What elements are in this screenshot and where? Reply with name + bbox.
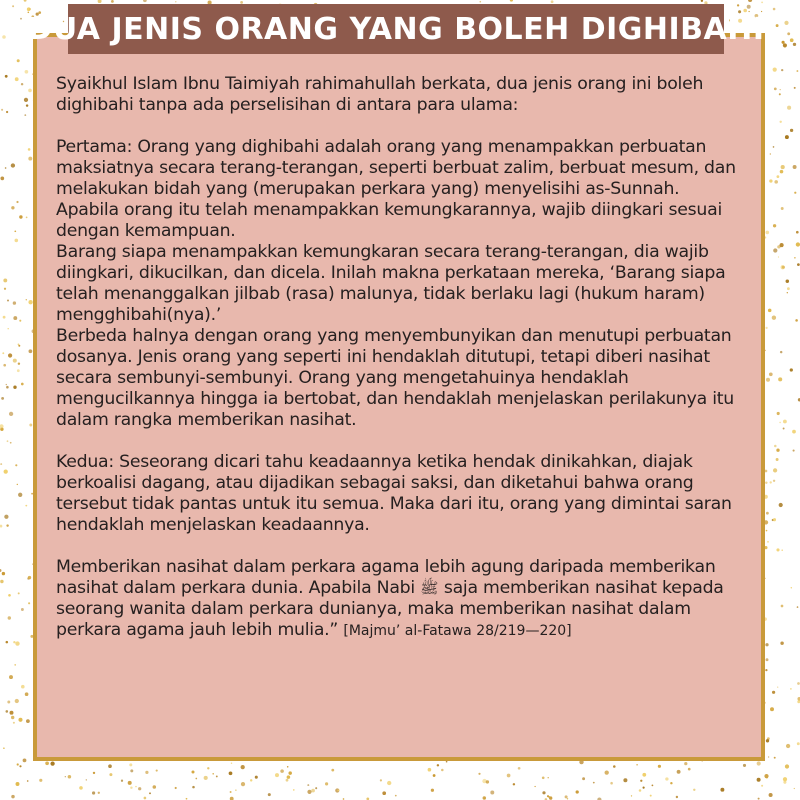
closing-paragraph	[56, 557, 746, 642]
article-body	[56, 74, 746, 642]
closing-text-end: saja memberikan nasihat kepada seorang wanita dalam perkara dunianya, maka memberikan nasihat dalam perkara agama jauh lebih mulia.”	[56, 578, 724, 640]
closing-text-start: Memberikan nasihat dalam perkara agama lebih agung daripada memberikan nasihat dalam perkara dunia. Apabila Nabi	[56, 557, 716, 598]
text-panel	[33, 33, 765, 761]
point-two-paragraph: Kedua: Seseorang dicari tahu keadaannya ketika hendak dinikahkan, diajak berkoalisi dagang, atau dijadikan sebagai saksi, dan diketahui bahwa orang tersebut tidak pantas untuk itu semua. Maka dari itu, orang yang dimintai saran hendaklah menjelaskan keadaannya.	[56, 452, 732, 535]
page-title: DUA JENIS ORANG YANG BOLEH DIGHIBAHI	[27, 11, 765, 47]
point-one-continued-paragraph: Barang siapa menampakkan kemungkaran secara terang-terangan, dia wajib diingkari, dikucilkan, dan dicela. Inilah makna perkataan mereka, ‘Barang siapa telah menanggalkan jilbab (rasa) malunya, tidak berlaku lagi (hukum haram) mengghibahi(nya).’	[56, 242, 726, 325]
citation: [Majmu’ al-Fatawa 28/219—220]	[343, 623, 572, 639]
title-banner	[27, 4, 765, 54]
point-one-paragraph: Pertama: Orang yang dighibahi adalah orang yang menampakkan perbuatan maksiatnya secara terang-terangan, seperti berbuat zalim, berbuat mesum, dan melakukan bidah yang (merupakan perkara yang) menyelisihi as-Sunnah. Apabila orang itu telah menampakkan kemungkarannya, wajib diingkari sesuai dengan kemampuan.	[56, 137, 736, 241]
honorific-symbol: ﷺ	[420, 579, 439, 597]
point-one-closing-paragraph: Berbeda halnya dengan orang yang menyembunyikan dan menutupi perbuatan dosanya. Jenis orang yang seperti ini hendaklah ditutupi, tetapi diberi nasihat secara sembunyi-sembunyi. Orang yang mengetahuinya hendaklah mengucilkannya hingga ia bertobat, dan hendaklah menjelaskan perilakunya itu dalam rangka memberikan nasihat.	[56, 326, 734, 430]
intro-paragraph: Syaikhul Islam Ibnu Taimiyah rahimahullah berkata, dua jenis orang ini boleh dighibahi tanpa ada perselisihan di antara para ulama:	[56, 74, 704, 115]
